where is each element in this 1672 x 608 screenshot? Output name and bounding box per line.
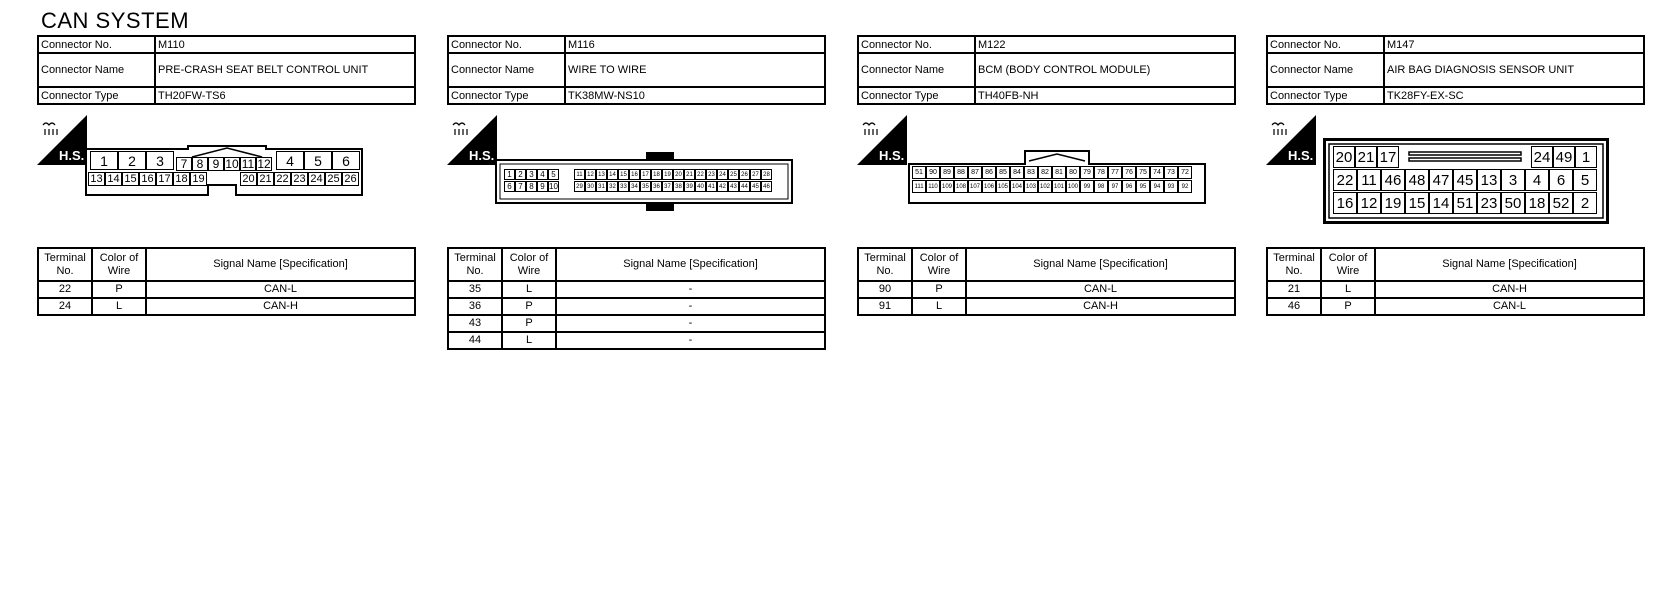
- terminal-pin: 8: [192, 157, 208, 171]
- signal-cell: CAN-L: [1375, 298, 1644, 315]
- color-cell: P: [1321, 298, 1375, 315]
- terminal-pin: 7: [176, 157, 192, 171]
- signal-cell: -: [556, 281, 825, 298]
- terminal-cell: 46: [1267, 298, 1321, 315]
- terminal-pin: 40: [695, 181, 706, 192]
- connector-block-m147: [1266, 35, 1645, 355]
- terminal-pin: 107: [968, 180, 982, 193]
- connector-no-label: Connector No.: [448, 36, 565, 53]
- connector-name-value: PRE-CRASH SEAT BELT CONTROL UNIT: [155, 53, 415, 87]
- terminal-pin: 86: [982, 166, 996, 179]
- terminal-cell: 91: [858, 298, 912, 315]
- table-row: [858, 298, 1235, 315]
- col-color: Color of Wire: [912, 248, 966, 281]
- connector-face-m110: [84, 145, 364, 197]
- terminal-pin: 6: [1549, 169, 1573, 191]
- terminal-pin: 23: [706, 169, 717, 180]
- signal-table-m147: [1266, 247, 1645, 316]
- terminal-pin: 2: [515, 169, 526, 180]
- connector-type-label: Connector Type: [1267, 87, 1384, 104]
- terminal-pin: 20: [1333, 146, 1355, 168]
- terminal-pin: 19: [190, 172, 207, 186]
- terminal-pin: 79: [1080, 166, 1094, 179]
- connector-block-m116: [447, 35, 826, 355]
- terminal-pin: 23: [291, 172, 308, 186]
- terminal-pin: 35: [640, 181, 651, 192]
- connector-name-label: Connector Name: [858, 53, 975, 87]
- table-row: [1267, 281, 1644, 298]
- terminal-pin: 28: [761, 169, 772, 180]
- terminal-pin: 10: [225, 157, 239, 171]
- terminal-cell: 24: [38, 298, 92, 315]
- terminal-pin: 26: [739, 169, 750, 180]
- terminal-pin: 102: [1038, 180, 1052, 193]
- table-row: [38, 281, 415, 298]
- terminal-cell: 21: [1267, 281, 1321, 298]
- terminal-pin: 3: [146, 151, 174, 170]
- terminal-pin: 14: [105, 172, 122, 186]
- terminal-pin: 52: [1549, 192, 1573, 214]
- terminal-pin: 106: [982, 180, 996, 193]
- terminal-pin: 32: [607, 181, 618, 192]
- terminal-pin: 50: [1501, 192, 1525, 214]
- terminal-pin: 22: [1333, 169, 1357, 191]
- signal-cell: CAN-H: [1375, 281, 1644, 298]
- signal-cell: CAN-H: [966, 298, 1235, 315]
- terminal-pin: 16: [1333, 192, 1357, 214]
- terminal-pin: 20: [240, 172, 257, 186]
- terminal-pin: 5: [1573, 169, 1597, 191]
- terminal-pin: 18: [651, 169, 662, 180]
- hs-label: H.S.: [879, 148, 905, 163]
- connector-name-label: Connector Name: [1267, 53, 1384, 87]
- terminal-pin: 8: [526, 181, 537, 192]
- terminal-pin: 2: [118, 151, 146, 170]
- terminal-pin: 4: [537, 169, 548, 180]
- connector-face-m147: [1323, 138, 1609, 224]
- color-cell: L: [502, 281, 556, 298]
- terminal-pin: 9: [537, 181, 548, 192]
- terminal-pin: 93: [1164, 180, 1178, 193]
- terminal-pin: 39: [684, 181, 695, 192]
- terminal-pin: 22: [274, 172, 291, 186]
- terminal-pin: 25: [728, 169, 739, 180]
- terminal-pin: 1: [1575, 146, 1597, 168]
- color-cell: L: [1321, 281, 1375, 298]
- terminal-pin: 43: [728, 181, 739, 192]
- table-row: [448, 332, 825, 349]
- terminal-pin: 75: [1136, 166, 1150, 179]
- terminal-pin: 101: [1052, 180, 1066, 193]
- terminal-pin: 4: [1525, 169, 1549, 191]
- terminal-pin: 26: [342, 172, 359, 186]
- table-row: [448, 298, 825, 315]
- color-cell: P: [92, 281, 146, 298]
- col-signal: Signal Name [Specification]: [556, 248, 825, 281]
- connector-type-label: Connector Type: [38, 87, 155, 104]
- terminal-pin: 12: [585, 169, 596, 180]
- terminal-pin: 51: [1453, 192, 1477, 214]
- connector-no-label: Connector No.: [38, 36, 155, 53]
- terminal-pin: 99: [1080, 180, 1094, 193]
- terminal-pin: 44: [739, 181, 750, 192]
- col-signal: Signal Name [Specification]: [1375, 248, 1644, 281]
- color-cell: L: [912, 298, 966, 315]
- connector-block-m122: [857, 35, 1236, 355]
- terminal-pin: 37: [662, 181, 673, 192]
- signal-cell: -: [556, 298, 825, 315]
- terminal-pin: 20: [673, 169, 684, 180]
- terminal-pin: 100: [1066, 180, 1080, 193]
- hs-label: H.S.: [1288, 148, 1314, 163]
- terminal-pin: 88: [954, 166, 968, 179]
- connector-info-table: [447, 35, 826, 105]
- connector-no-value: M122: [975, 36, 1235, 53]
- color-cell: P: [502, 298, 556, 315]
- terminal-pin: 92: [1178, 180, 1192, 193]
- table-row: [858, 281, 1235, 298]
- terminal-pin: 95: [1136, 180, 1150, 193]
- terminal-pin: 78: [1094, 166, 1108, 179]
- col-terminal: Terminal No.: [38, 248, 92, 281]
- terminal-pin: 14: [607, 169, 618, 180]
- connector-name-value: WIRE TO WIRE: [565, 53, 825, 87]
- connector-info-table: [1266, 35, 1645, 105]
- table-row: [1267, 298, 1644, 315]
- terminal-pin: 84: [1010, 166, 1024, 179]
- terminal-pin: 111: [912, 180, 926, 193]
- table-row: [448, 281, 825, 298]
- terminal-pin: 105: [996, 180, 1010, 193]
- terminal-pin: 2: [1573, 192, 1597, 214]
- terminal-pin: 81: [1052, 166, 1066, 179]
- terminal-pin: 103: [1024, 180, 1038, 193]
- connector-type-label: Connector Type: [448, 87, 565, 104]
- connector-no-value: M147: [1384, 36, 1644, 53]
- connector-name-label: Connector Name: [448, 53, 565, 87]
- col-color: Color of Wire: [502, 248, 556, 281]
- terminal-pin: 45: [750, 181, 761, 192]
- terminal-pin: 22: [695, 169, 706, 180]
- terminal-pin: 17: [1377, 146, 1399, 168]
- terminal-pin: 21: [684, 169, 695, 180]
- terminal-pin: 5: [304, 151, 332, 170]
- terminal-pin: 23: [1477, 192, 1501, 214]
- signal-table-m110: [37, 247, 416, 316]
- terminal-pin: 76: [1122, 166, 1136, 179]
- terminal-pin: 17: [640, 169, 651, 180]
- connector-face-m122: [907, 150, 1207, 205]
- signal-cell: CAN-H: [146, 298, 415, 315]
- col-terminal: Terminal No.: [448, 248, 502, 281]
- hs-badge-icon: [857, 115, 907, 165]
- terminal-pin: 30: [585, 181, 596, 192]
- connector-name-value: BCM (BODY CONTROL MODULE): [975, 53, 1235, 87]
- terminal-pin: 10: [549, 182, 558, 191]
- terminal-cell: 90: [858, 281, 912, 298]
- hs-label: H.S.: [469, 148, 495, 163]
- terminal-pin: 1: [504, 169, 515, 180]
- terminal-pin: 85: [996, 166, 1010, 179]
- col-signal: Signal Name [Specification]: [966, 248, 1235, 281]
- terminal-cell: 22: [38, 281, 92, 298]
- signal-cell: -: [556, 315, 825, 332]
- table-row: [38, 298, 415, 315]
- terminal-pin: 110: [926, 180, 940, 193]
- connector-info-table: [857, 35, 1236, 105]
- terminal-pin: 24: [308, 172, 325, 186]
- hs-label: H.S.: [59, 148, 85, 163]
- terminal-pin: 14: [1429, 192, 1453, 214]
- terminal-pin: 18: [173, 172, 190, 186]
- terminal-pin: 34: [629, 181, 640, 192]
- terminal-pin: 7: [515, 181, 526, 192]
- terminal-cell: 35: [448, 281, 502, 298]
- terminal-pin: 82: [1038, 166, 1052, 179]
- connector-type-value: TK28FY-EX-SC: [1384, 87, 1644, 104]
- table-row: [448, 315, 825, 332]
- connector-type-value: TH40FB-NH: [975, 87, 1235, 104]
- col-terminal: Terminal No.: [1267, 248, 1321, 281]
- connector-type-value: TK38MW-NS10: [565, 87, 825, 104]
- terminal-pin: 45: [1453, 169, 1477, 191]
- terminal-pin: 90: [926, 166, 940, 179]
- terminal-pin: 41: [706, 181, 717, 192]
- terminal-pin: 27: [750, 169, 761, 180]
- terminal-pin: 77: [1108, 166, 1122, 179]
- connector-no-label: Connector No.: [1267, 36, 1384, 53]
- terminal-pin: 31: [596, 181, 607, 192]
- terminal-pin: 18: [1525, 192, 1549, 214]
- terminal-pin: 15: [122, 172, 139, 186]
- terminal-pin: 16: [629, 169, 640, 180]
- color-cell: P: [502, 315, 556, 332]
- page-title: CAN SYSTEM: [41, 8, 190, 33]
- terminal-pin: 48: [1405, 169, 1429, 191]
- terminal-pin: 25: [325, 172, 342, 186]
- terminal-cell: 43: [448, 315, 502, 332]
- terminal-pin: 38: [673, 181, 684, 192]
- color-cell: L: [502, 332, 556, 349]
- terminal-pin: 24: [717, 169, 728, 180]
- connector-no-value: M110: [155, 36, 415, 53]
- col-color: Color of Wire: [1321, 248, 1375, 281]
- terminal-pin: 109: [940, 180, 954, 193]
- color-cell: P: [912, 281, 966, 298]
- terminal-pin: 3: [526, 169, 537, 180]
- terminal-pin: 46: [1381, 169, 1405, 191]
- signal-cell: CAN-L: [146, 281, 415, 298]
- terminal-pin: 33: [618, 181, 629, 192]
- terminal-pin: 42: [717, 181, 728, 192]
- terminal-pin: 80: [1066, 166, 1080, 179]
- connector-no-label: Connector No.: [858, 36, 975, 53]
- col-terminal: Terminal No.: [858, 248, 912, 281]
- signal-cell: CAN-L: [966, 281, 1235, 298]
- terminal-pin: 13: [1477, 169, 1501, 191]
- terminal-pin: 15: [618, 169, 629, 180]
- terminal-pin: 16: [139, 172, 156, 186]
- terminal-pin: 19: [1381, 192, 1405, 214]
- color-cell: L: [92, 298, 146, 315]
- terminal-pin: 94: [1150, 180, 1164, 193]
- signal-table-m122: [857, 247, 1236, 316]
- connector-type-value: TH20FW-TS6: [155, 87, 415, 104]
- terminal-cell: 44: [448, 332, 502, 349]
- terminal-pin: 12: [1357, 192, 1381, 214]
- terminal-pin: 74: [1150, 166, 1164, 179]
- connector-type-label: Connector Type: [858, 87, 975, 104]
- connector-face-m116: [494, 152, 794, 212]
- terminal-pin: 29: [574, 181, 585, 192]
- terminal-pin: 1: [90, 151, 118, 170]
- terminal-pin: 96: [1122, 180, 1136, 193]
- signal-cell: -: [556, 332, 825, 349]
- terminal-pin: 3: [1501, 169, 1525, 191]
- terminal-pin: 83: [1024, 166, 1038, 179]
- connector-no-value: M116: [565, 36, 825, 53]
- terminal-pin: 11: [1357, 169, 1381, 191]
- terminal-pin: 46: [761, 181, 772, 192]
- terminal-pin: 24: [1531, 146, 1553, 168]
- hs-badge-icon: [37, 115, 87, 165]
- terminal-pin: 17: [156, 172, 173, 186]
- hs-badge-icon: [1266, 115, 1316, 165]
- terminal-pin: 11: [574, 169, 585, 180]
- terminal-pin: 104: [1010, 180, 1024, 193]
- terminal-pin: 4: [276, 151, 304, 170]
- terminal-pin: 108: [954, 180, 968, 193]
- terminal-pin: 21: [257, 172, 274, 186]
- terminal-pin: 98: [1094, 180, 1108, 193]
- terminal-pin: 5: [548, 169, 559, 180]
- terminal-pin: 13: [596, 169, 607, 180]
- signal-table-m116: [447, 247, 826, 350]
- terminal-pin: 13: [88, 172, 105, 186]
- connector-name-value: AIR BAG DIAGNOSIS SENSOR UNIT: [1384, 53, 1644, 87]
- terminal-pin: 12: [257, 157, 271, 171]
- col-color: Color of Wire: [92, 248, 146, 281]
- terminal-pin: 6: [332, 151, 360, 170]
- terminal-pin: 87: [968, 166, 982, 179]
- hs-badge-icon: [447, 115, 497, 165]
- terminal-pin: 36: [651, 181, 662, 192]
- terminal-pin: 11: [241, 157, 255, 171]
- terminal-pin: 47: [1429, 169, 1453, 191]
- terminal-pin: 9: [208, 157, 224, 171]
- terminal-pin: 89: [940, 166, 954, 179]
- terminal-pin: 21: [1355, 146, 1377, 168]
- connector-info-table: [37, 35, 416, 105]
- col-signal: Signal Name [Specification]: [146, 248, 415, 281]
- terminal-pin: 73: [1164, 166, 1178, 179]
- terminal-pin: 19: [662, 169, 673, 180]
- terminal-pin: 15: [1405, 192, 1429, 214]
- terminal-pin: 49: [1553, 146, 1575, 168]
- terminal-pin: 51: [912, 166, 926, 179]
- connector-block-m110: [37, 35, 416, 355]
- connector-name-label: Connector Name: [38, 53, 155, 87]
- terminal-pin: 97: [1108, 180, 1122, 193]
- terminal-pin: 6: [504, 181, 515, 192]
- terminal-pin: 72: [1178, 166, 1192, 179]
- terminal-cell: 36: [448, 298, 502, 315]
